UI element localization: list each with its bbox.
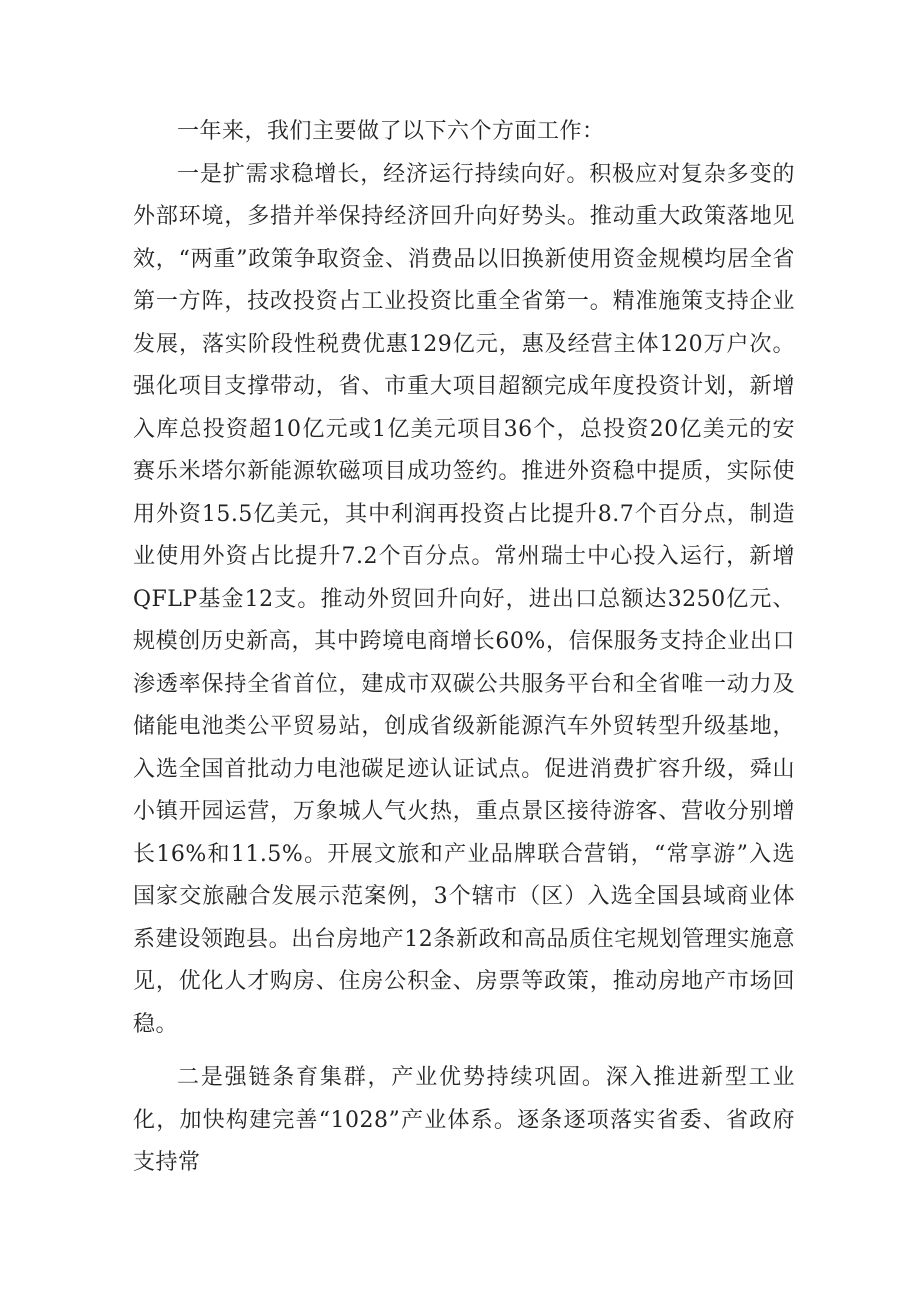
paragraph-intro: 一年来，我们主要做了以下六个方面工作：: [177, 119, 605, 144]
document-body: [133, 111, 795, 1185]
paragraph-section-one: 一是扩需求稳增长，经济运行持续向好。积极应对复杂多变的外部环境，多措并举保持经济回升向好势头。推动重大政策落地见效，“两重”政策争取资金、消费品以旧换新使用资金规模均居全省第一方阵，技改投资占工业投资比重全省第一。精准施策支持企业发展，落实阶段性税费优惠129亿元，惠及经营主体120万户次。强化项目支撑带动，省、市重大项目超额完成年度投资计划，新增入库总投资超10亿元或1亿美元项目36个，总投资20亿美元的安赛乐米塔尔新能源软磁项目成功签约。推进外资稳中提质，实际使用外资15.5亿美元，其中利润再投资占比提升8.7个百分点，制造业使用外资占比提升7.2个百分点。常州瑞士中心投入运行，新增QFLP基金12支。推动外贸回升向好，进出口总额达3250亿元、规模创历史新高，其中跨境电商增长60%，信保服务支持企业出口渗透率保持全省首位，建成市双碳公共服务平台和全省唯一动力及储能电池类公平贸易站，创成省级新能源汽车外贸转型升级基地，入选全国首批动力电池碳足迹认证试点。促进消费扩容升级，舜山小镇开园运营，万象城人气火热，重点景区接待游客、营收分别增长16%和11.5%。开展文旅和产业品牌联合营销，“常享游”入选国家交旅融合发展示范案例，3个辖市（区）入选全国县域商业体系建设领跑县。出台房地产12条新政和高品质住宅规划管理实施意见，优化人才购房、住房公积金、房票等政策，推动房地产市场回稳。: [133, 161, 795, 1037]
paragraph-section-two: 二是强链条育集群，产业优势持续巩固。深入推进新型工业化，加快构建完善“1028”产业体系。逐条逐项落实省委、省政府支持常: [133, 1065, 795, 1175]
